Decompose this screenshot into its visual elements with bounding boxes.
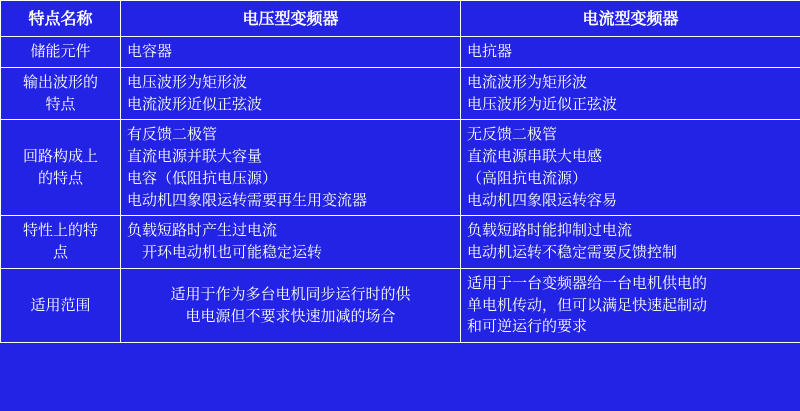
cell-line: 电动机四象限运转容易: [467, 190, 618, 209]
row-header-storage-element: [1, 37, 121, 68]
cell-line: 负载短路时能抑制过电流: [467, 221, 633, 240]
cell-voltage-characteristics: [121, 216, 461, 269]
table-row: [1, 216, 800, 269]
cell-line: 负载短路时产生过电流: [127, 221, 278, 240]
cell-line: 电动机四象限运转需要再生用变流器: [127, 190, 368, 209]
cell-line: 电流波形为矩形波: [467, 72, 588, 91]
cell-voltage-output-waveform: [121, 67, 461, 120]
table-row: [1, 37, 800, 68]
row-header-line: 特性上的特: [22, 221, 98, 240]
table-header: [1, 1, 800, 37]
cell-line: 无反馈二极管: [467, 125, 558, 144]
cell-line: 电容器: [127, 42, 173, 61]
row-header-line: 输出波形的: [22, 72, 98, 91]
cell-current-characteristics: [461, 216, 800, 269]
cell-voltage-circuit-structure: [121, 120, 461, 216]
column-header-current-type: 电流型变频器: [461, 1, 800, 37]
cell-line: 电容（低阻抗电压源）: [127, 168, 278, 187]
cell-line: 单电机传动，但可以满足快速起制动: [467, 295, 708, 314]
table-row: [1, 67, 800, 120]
cell-voltage-application-scope: [121, 268, 461, 342]
cell-line: （高阻抗电流源）: [467, 168, 588, 187]
cell-current-storage-element: [461, 37, 800, 68]
cell-line: 电电源但不要求快速加减的场合: [185, 306, 396, 325]
cell-line: 直流电源串联大电感: [467, 147, 603, 166]
cell-current-circuit-structure: [461, 120, 800, 216]
row-header-application-scope: [1, 268, 121, 342]
cell-line: 电压波形为近似正弦波: [467, 94, 618, 113]
cell-line: 适用于一台变频器给一台电机供电的: [467, 273, 708, 292]
cell-current-application-scope: [461, 268, 800, 342]
row-header-line: 回路构成上: [22, 147, 98, 166]
row-header-line: 储能元件: [30, 42, 91, 61]
cell-line: 开环电动机也可能稳定运转: [142, 243, 323, 262]
cell-line: 适用于作为多台电机同步运行时的供: [170, 284, 411, 303]
row-header-line: 适用范围: [30, 295, 91, 314]
cell-voltage-storage-element: [121, 37, 461, 68]
cell-line: 电动机运转不稳定需要反馈控制: [467, 243, 678, 262]
cell-line: 和可逆运行的要求: [467, 317, 588, 336]
column-header-voltage-type: 电压型变频器: [121, 1, 461, 37]
cell-line: 电压波形为矩形波: [127, 72, 248, 91]
table-row: [1, 120, 800, 216]
row-header-line: 特点: [45, 94, 76, 113]
row-header-characteristics: [1, 216, 121, 269]
cell-current-output-waveform: [461, 67, 800, 120]
cell-line: 有反馈二极管: [127, 125, 218, 144]
cell-line: 电抗器: [467, 42, 513, 61]
table-row: [1, 268, 800, 342]
table-body: [1, 37, 800, 343]
row-header-circuit-structure: [1, 120, 121, 216]
row-header-line: 点: [52, 243, 68, 262]
cell-line: 电流波形近似正弦波: [127, 94, 263, 113]
row-header-output-waveform: [1, 67, 121, 120]
column-header-feature-name: 特点名称: [1, 1, 121, 37]
row-header-line: 的特点: [37, 168, 83, 187]
table-header-row: [1, 1, 800, 37]
cell-line: 直流电源并联大容量: [127, 147, 263, 166]
